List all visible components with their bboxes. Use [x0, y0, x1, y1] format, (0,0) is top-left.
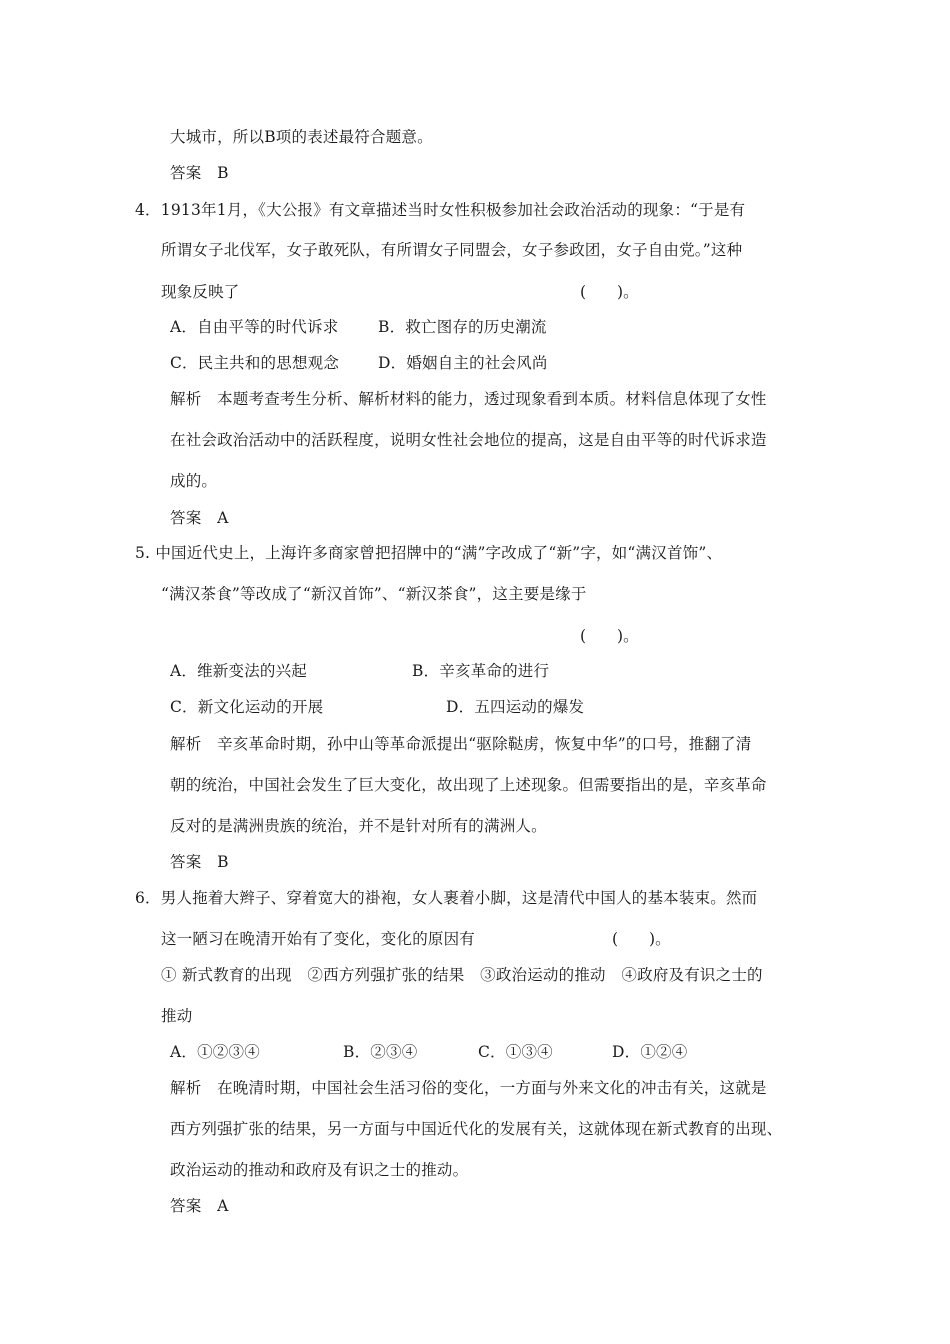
analysis-line: 在社会政治活动中的活跃程度，说明女性社会地位的提高，这是自由平等的时代诉求造	[170, 431, 767, 449]
analysis-line: 反对的是满洲贵族的统治，并不是针对所有的满洲人。	[170, 817, 547, 835]
analysis-line: 政治运动的推动和政府及有识之士的推动。	[170, 1161, 469, 1179]
option-d: D．五四运动的爆发	[446, 698, 585, 716]
answer-line: 答案 A	[170, 509, 229, 527]
option-d: D．婚姻自主的社会风尚	[378, 354, 548, 372]
answer-line: 答案 B	[170, 853, 229, 871]
question-5-stem: “满汉茶食”等改成了“新汉首饰”、“新汉茶食”，这主要是缘于	[161, 585, 587, 603]
analysis-line: 解析 本题考查考生分析、解析材料的能力，透过现象看到本质。材料信息体现了女性	[170, 390, 767, 408]
answer-blank: ( )。	[580, 627, 639, 645]
answer-line: 答案 B	[170, 164, 229, 182]
option-a: A．①②③④	[170, 1043, 260, 1061]
option-d: D．①②④	[612, 1043, 688, 1061]
option-a: A．自由平等的时代诉求	[170, 318, 339, 336]
statement-list: 推动	[161, 1007, 193, 1025]
statement-list: ① 新式教育的出现 ②西方列强扩张的结果 ③政治运动的推动 ④政府及有识之士的	[161, 966, 763, 984]
text-line: 大城市，所以B项的表述最符合题意。	[170, 128, 433, 146]
option-a: A．维新变法的兴起	[170, 662, 307, 680]
question-5-stem: 5. 中国近代史上，上海许多商家曾把招牌中的“满”字改成了“新”字，如“满汉首饰”、	[135, 544, 723, 562]
option-b: B．救亡图存的历史潮流	[378, 318, 547, 336]
answer-blank: ( )。	[580, 283, 639, 301]
analysis-line: 解析 辛亥革命时期，孙中山等革命派提出“驱除鞑虏，恢复中华”的口号，推翻了清	[170, 735, 752, 753]
analysis-line: 朝的统治，中国社会发生了巨大变化，故出现了上述现象。但需要指出的是，辛亥革命	[170, 776, 767, 794]
question-4-stem: 所谓女子北伐军，女子敢死队，有所谓女子同盟会，女子参政团，女子自由党。”这种	[161, 241, 743, 259]
analysis-line: 成的。	[170, 472, 218, 490]
option-b: B．辛亥革命的进行	[412, 662, 550, 680]
answer-line: 答案 A	[170, 1197, 229, 1215]
question-4-stem: 4．1913年1月，《大公报》有文章描述当时女性积极参加社会政治活动的现象：“于是有	[135, 201, 746, 219]
question-6-stem: 这一陋习在晚清开始有了变化，变化的原因有	[161, 930, 476, 948]
answer-blank: ( )。	[612, 930, 671, 948]
option-b: B．②③④	[343, 1043, 418, 1061]
analysis-line: 解析 在晚清时期，中国社会生活习俗的变化，一方面与外来文化的冲击有关，这就是	[170, 1079, 767, 1097]
option-c: C．民主共和的思想观念	[170, 354, 340, 372]
question-6-stem: 6．男人拖着大辫子、穿着宽大的褂袍，女人裹着小脚，这是清代中国人的基本装束。然而	[135, 889, 758, 907]
option-c: C．新文化运动的开展	[170, 698, 324, 716]
question-4-stem: 现象反映了	[161, 283, 240, 301]
analysis-line: 西方列强扩张的结果，另一方面与中国近代化的发展有关，这就体现在新式教育的出现、	[170, 1120, 783, 1138]
option-c: C．①③④	[478, 1043, 553, 1061]
